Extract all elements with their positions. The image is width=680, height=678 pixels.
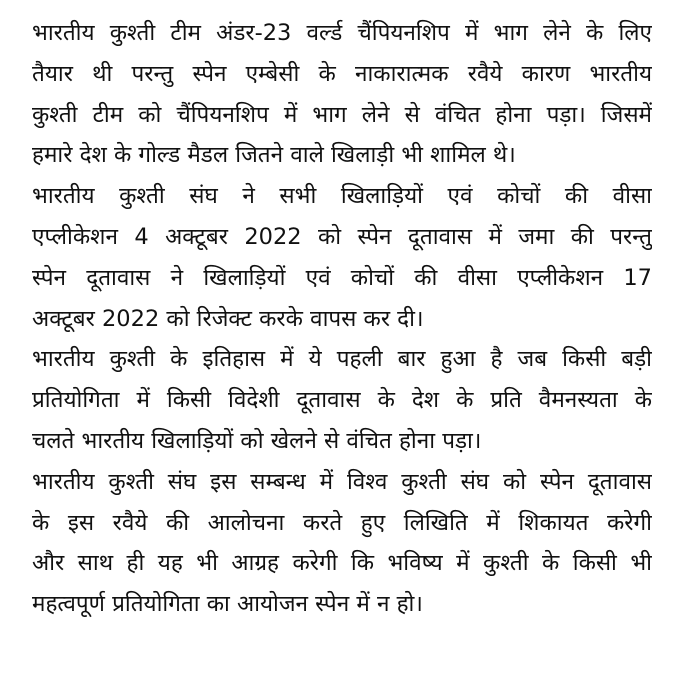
text-line: स्पेन दूतावास ने खिलाड़ियों एवं कोचों की वीसा एप्लीकेशन 17: [32, 264, 652, 291]
text-line: भारतीय कुश्ती टीम अंडर-23 वर्ल्ड चैंपियनशिप में भाग लेने के लिए: [32, 20, 652, 46]
text-line: भारतीय कुश्ती संघ इस सम्बन्ध में विश्व कुश्ती संघ को स्पेन दूतावास: [32, 468, 652, 495]
document-body: [32, 13, 652, 625]
text-line: कुश्ती टीम को चैंपियनशिप में भाग लेने से वंचित होना पड़ा। जिसमें: [32, 101, 652, 128]
text-line: महत्वपूर्ण प्रतियोगिता का आयोजन स्पेन में न हो।: [32, 591, 423, 618]
paragraph: [32, 339, 652, 461]
text-line: और साथ ही यह भी आग्रह करेगी कि भविष्य में कुश्ती के किसी भी: [32, 550, 652, 577]
text-line: तैयार थी परन्तु स्पेन एम्बेसी के नाकारात्मक रवैये कारण भारतीय: [32, 60, 652, 87]
paragraph: [32, 176, 652, 339]
text-line: भारतीय कुश्ती के इतिहास में ये पहली बार हुआ है जब किसी बड़ी: [32, 346, 652, 373]
text-line: भारतीय कुश्ती संघ ने सभी खिलाड़ियों एवं कोचों की वीसा: [32, 183, 652, 210]
paragraph: [32, 13, 652, 176]
text-line: के इस रवैये की आलोचना करते हुए लिखिति में शिकायत करेगी: [32, 509, 652, 536]
text-line: चलते भारतीय खिलाड़ियों को खेलने से वंचित होना पड़ा।: [32, 427, 482, 454]
text-line: हमारे देश के गोल्ड मैडल जितने वाले खिलाड़ी भी शामिल थे।: [32, 142, 516, 169]
paragraph: [32, 462, 652, 625]
text-line: अक्टूबर 2022 को रिजेक्ट करके वापस कर दी।: [32, 305, 424, 332]
text-line: एप्लीकेशन 4 अक्टूबर 2022 को स्पेन दूतावास में जमा की परन्तु: [32, 223, 652, 250]
text-line: प्रतियोगिता में किसी विदेशी दूतावास के देश के प्रति वैमनस्यता के: [32, 387, 652, 414]
